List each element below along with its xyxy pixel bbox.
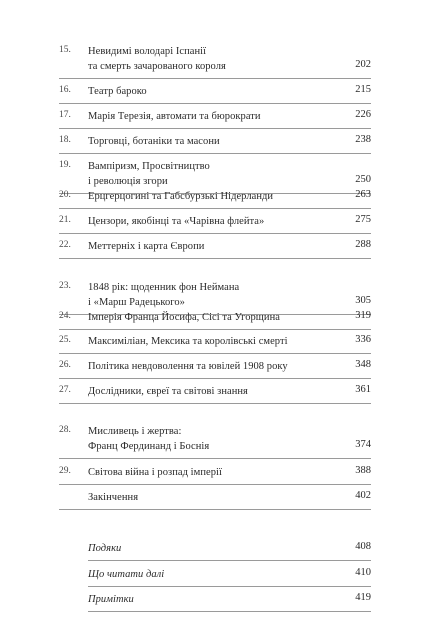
chapter-title <box>88 109 328 124</box>
toc-entry <box>0 44 425 72</box>
entry-divider <box>59 329 371 330</box>
toc-entry <box>0 214 425 242</box>
toc-entry <box>0 490 425 518</box>
toc-entry <box>0 189 425 217</box>
toc-back-matter-entry <box>0 567 425 595</box>
entry-divider <box>59 208 371 209</box>
chapter-title-line: Світова війна і розпад імперії <box>88 467 222 478</box>
page-number: 238 <box>355 134 371 145</box>
toc-entry <box>0 159 425 187</box>
entry-divider <box>59 233 371 234</box>
entry-divider <box>59 78 371 79</box>
chapter-number: 29. <box>59 466 71 476</box>
page-number: 402 <box>355 490 371 501</box>
chapter-title-line: Невидимі володарі Іспанії <box>88 46 207 57</box>
toc-entry <box>0 109 425 137</box>
chapter-title-line: Театр бароко <box>88 86 147 97</box>
page-number: 215 <box>355 84 371 95</box>
toc-back-matter-entry <box>0 541 425 569</box>
chapter-number: 26. <box>59 360 71 370</box>
page-number: 336 <box>355 334 371 345</box>
page-number: 388 <box>355 465 371 476</box>
chapter-title <box>88 334 328 349</box>
chapter-number: 27. <box>59 385 71 395</box>
chapter-title-line: Торговці, ботаніки та масони <box>88 136 220 147</box>
chapter-title-line: Максиміліан, Мексика та королівські смерті <box>88 336 288 347</box>
chapter-number: 21. <box>59 215 71 225</box>
chapter-number: 24. <box>59 311 71 321</box>
chapter-title <box>88 189 328 204</box>
page-number: 319 <box>355 310 371 321</box>
toc-back-matter-entry <box>0 592 425 620</box>
chapter-number: 20. <box>59 190 71 200</box>
chapter-title <box>88 214 328 229</box>
toc-entry <box>0 359 425 387</box>
chapter-number: 17. <box>59 110 71 120</box>
chapter-title <box>88 359 328 374</box>
chapter-title <box>88 84 328 99</box>
chapter-title-line: Імперія Франца Йосифа, Сісі та Угорщина <box>88 312 280 323</box>
chapter-title-line: Цензори, якобінці та «Чарівна флейта» <box>88 216 265 227</box>
entry-divider <box>59 403 371 404</box>
chapter-title-line: Політика невдоволення та ювілей 1908 року <box>88 361 288 372</box>
chapter-title <box>88 567 328 582</box>
entry-divider <box>59 458 371 459</box>
page-number: 288 <box>355 239 371 250</box>
toc-entry <box>0 280 425 308</box>
chapter-number: 28. <box>59 425 71 435</box>
toc-entry <box>0 424 425 452</box>
toc-entry <box>0 334 425 362</box>
page-number: 250 <box>355 174 371 185</box>
page-number: 374 <box>355 439 371 450</box>
entry-divider <box>88 611 371 612</box>
entry-divider <box>88 560 371 561</box>
chapter-title-line: 1848 рік: щоденник фон Неймана <box>88 282 240 293</box>
chapter-title <box>88 465 328 480</box>
page-number: 348 <box>355 359 371 370</box>
entry-divider <box>59 509 371 510</box>
chapter-title-line: Дослідники, євреї та світові знання <box>88 386 248 397</box>
toc-entry <box>0 84 425 112</box>
toc-entry <box>0 465 425 493</box>
chapter-title <box>88 44 328 74</box>
chapter-number: 25. <box>59 335 71 345</box>
chapter-number: 19. <box>59 160 71 170</box>
chapter-title <box>88 159 328 189</box>
entry-divider <box>59 258 371 259</box>
chapter-title-line: Що читати далі <box>88 569 165 580</box>
chapter-title <box>88 310 328 325</box>
page-number: 410 <box>355 567 371 578</box>
entry-divider <box>59 378 371 379</box>
entry-divider <box>59 153 371 154</box>
entry-divider <box>59 103 371 104</box>
chapter-title-line: Примітки <box>88 594 134 605</box>
chapter-title-line: Марія Терезія, автомати та бюрократи <box>88 111 261 122</box>
chapter-title-line: та смерть зачарованого короля <box>88 61 226 72</box>
chapter-title-line: Ерцгерцогині та Габсбурзькі Нідерланди <box>88 191 274 202</box>
chapter-title-line: Вампіризм, Просвітництво <box>88 161 210 172</box>
page-number: 305 <box>355 295 371 306</box>
chapter-title <box>88 134 328 149</box>
chapter-number: 15. <box>59 45 71 55</box>
page-number: 408 <box>355 541 371 552</box>
chapter-title <box>88 490 328 505</box>
chapter-title <box>88 239 328 254</box>
chapter-number: 22. <box>59 240 71 250</box>
chapter-title-line: Франц Фердинанд і Боснія <box>88 441 210 452</box>
chapter-title-line: Закінчення <box>88 492 139 503</box>
entry-divider <box>88 586 371 587</box>
page-number: 202 <box>355 59 371 70</box>
toc-entry <box>0 134 425 162</box>
page-number: 226 <box>355 109 371 120</box>
chapter-title <box>88 384 328 399</box>
entry-divider <box>59 484 371 485</box>
toc-entry <box>0 384 425 412</box>
chapter-title-line: і революція згори <box>88 176 168 187</box>
chapter-number: 18. <box>59 135 71 145</box>
entry-divider <box>59 128 371 129</box>
entry-divider <box>59 353 371 354</box>
chapter-title-line: Подяки <box>88 543 122 554</box>
page-number: 361 <box>355 384 371 395</box>
page-number: 275 <box>355 214 371 225</box>
chapter-number: 16. <box>59 85 71 95</box>
chapter-number: 23. <box>59 281 71 291</box>
chapter-title <box>88 280 328 310</box>
page-number: 263 <box>355 189 371 200</box>
page-number: 419 <box>355 592 371 603</box>
chapter-title-line: Мисливець і жертва: <box>88 426 182 437</box>
chapter-title-line: Меттерніх і карта Європи <box>88 241 205 252</box>
toc-entry <box>0 239 425 267</box>
chapter-title <box>88 424 328 454</box>
chapter-title-line: і «Марш Радецького» <box>88 297 185 308</box>
chapter-title <box>88 541 328 556</box>
